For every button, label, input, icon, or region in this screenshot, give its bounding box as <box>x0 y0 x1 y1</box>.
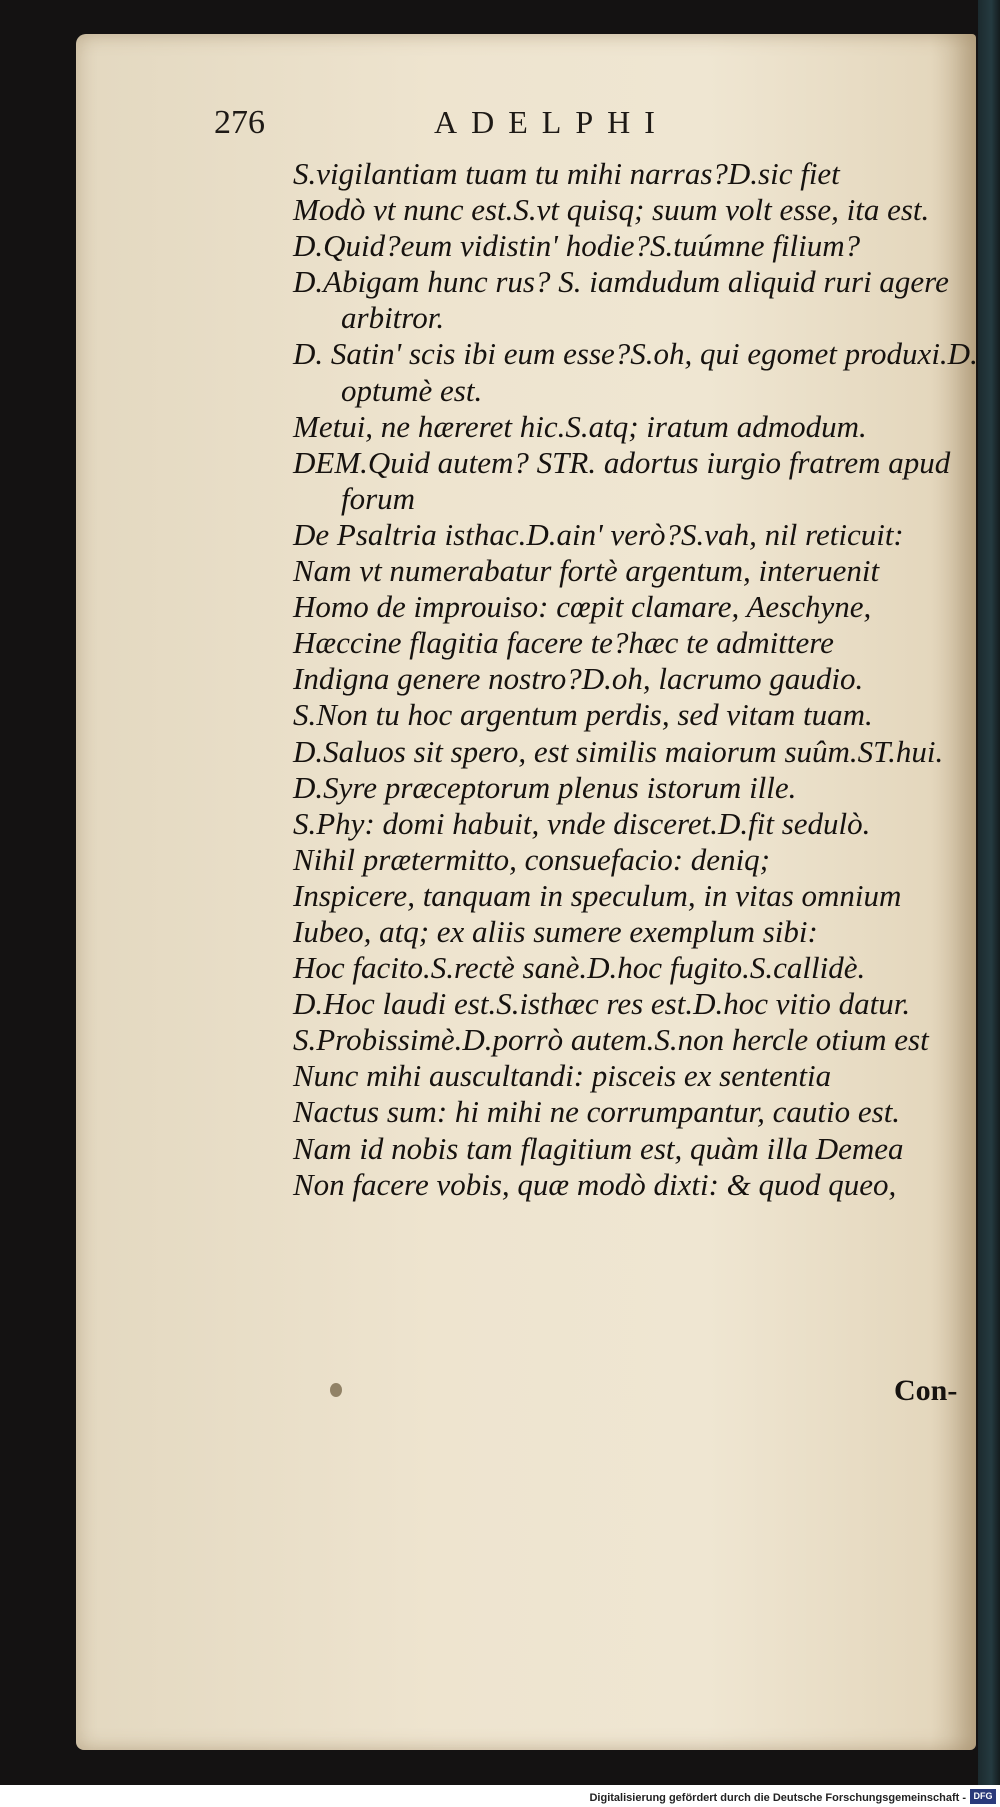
text-line: S.Probissimè.D.porrò autem.S.non hercle otium est <box>293 1022 929 1058</box>
text-line: Hæccine flagitia facere te?hæc te admittere <box>293 625 834 661</box>
text-line: Homo de improuiso: cœpit clamare, Aeschyne, <box>293 589 872 625</box>
funding-credit: Digitalisierung gefördert durch die Deutsche Forschungsgemeinschaft - <box>589 1792 966 1804</box>
text-line: Nunc mihi auscultandi: pisceis ex sententia <box>293 1058 832 1094</box>
text-line: Inspicere, tanquam in speculum, in vitas omnium <box>293 877 902 913</box>
text-line: D.Quid?eum vidistin' hodie?S.tuúmne filium? <box>293 228 861 264</box>
text-line: De Psaltria isthac.D.ain' verò?S.vah, nil reticuit: <box>293 516 904 552</box>
text-line: S.Non tu hoc argentum perdis, sed vitam tuam. <box>293 697 873 733</box>
text-line: Nam id nobis tam flagitium est, quàm illa Demea <box>293 1130 904 1166</box>
text-line: Modò vt nunc est.S.vt quisq; suum volt esse, ita est. <box>293 192 930 228</box>
text-line: forum <box>341 480 416 516</box>
text-line: D.Hoc laudi est.S.isthæc res est.D.hoc vitio datur. <box>293 986 911 1022</box>
text-line: arbitror. <box>341 300 445 336</box>
text-line: Nam vt numerabatur fortè argentum, interuenit <box>293 553 880 589</box>
text-line: Indigna genere nostro?D.oh, lacrumo gaudio. <box>293 661 864 697</box>
text-line: Nihil prætermitto, consuefacio: deniq; <box>293 841 771 877</box>
text-line: Metui, ne hæreret hic.S.atq; iratum admodum. <box>293 408 867 444</box>
text-line: D.Abigam hunc rus? S. iamdudum aliquid ruri agere <box>293 264 949 300</box>
text-line: D. Satin' scis ibi eum esse?S.oh, qui egomet produxi.D. <box>293 336 978 372</box>
text-line: S.Phy: domi habuit, vnde disceret.D.fit sedulò. <box>293 805 871 841</box>
digitization-footer <box>0 1785 1000 1807</box>
page-number: 276 <box>214 104 265 141</box>
verse-text <box>293 156 983 1203</box>
running-head: ADELPHI <box>434 104 669 140</box>
text-line: D.Saluos sit spero, est similis maiorum suûm.ST.hui. <box>293 733 944 769</box>
text-line: S.vigilantiam tuam tu mihi narras?D.sic fiet <box>293 156 840 191</box>
text-line: D.Syre præceptorum plenus istorum ille. <box>293 769 797 805</box>
text-line: optumè est. <box>341 372 483 408</box>
text-line: DEM.Quid autem? STR. adortus iurgio fratrem apud <box>293 444 951 480</box>
text-line: Nactus sum: hi mihi ne corrumpantur, cautio est. <box>293 1094 901 1130</box>
page-header <box>214 104 774 150</box>
ink-stain <box>330 1383 342 1397</box>
text-line: Non facere vobis, quæ modò dixti: & quod queo, <box>293 1166 897 1202</box>
catchword: Con- <box>894 1374 958 1407</box>
text-line: Iubeo, atq; ex aliis sumere exemplum sibi: <box>293 913 818 949</box>
dfg-logo: DFG <box>970 1789 996 1804</box>
text-line: Hoc facito.S.rectè sanè.D.hoc fugito.S.callidè. <box>293 950 866 986</box>
